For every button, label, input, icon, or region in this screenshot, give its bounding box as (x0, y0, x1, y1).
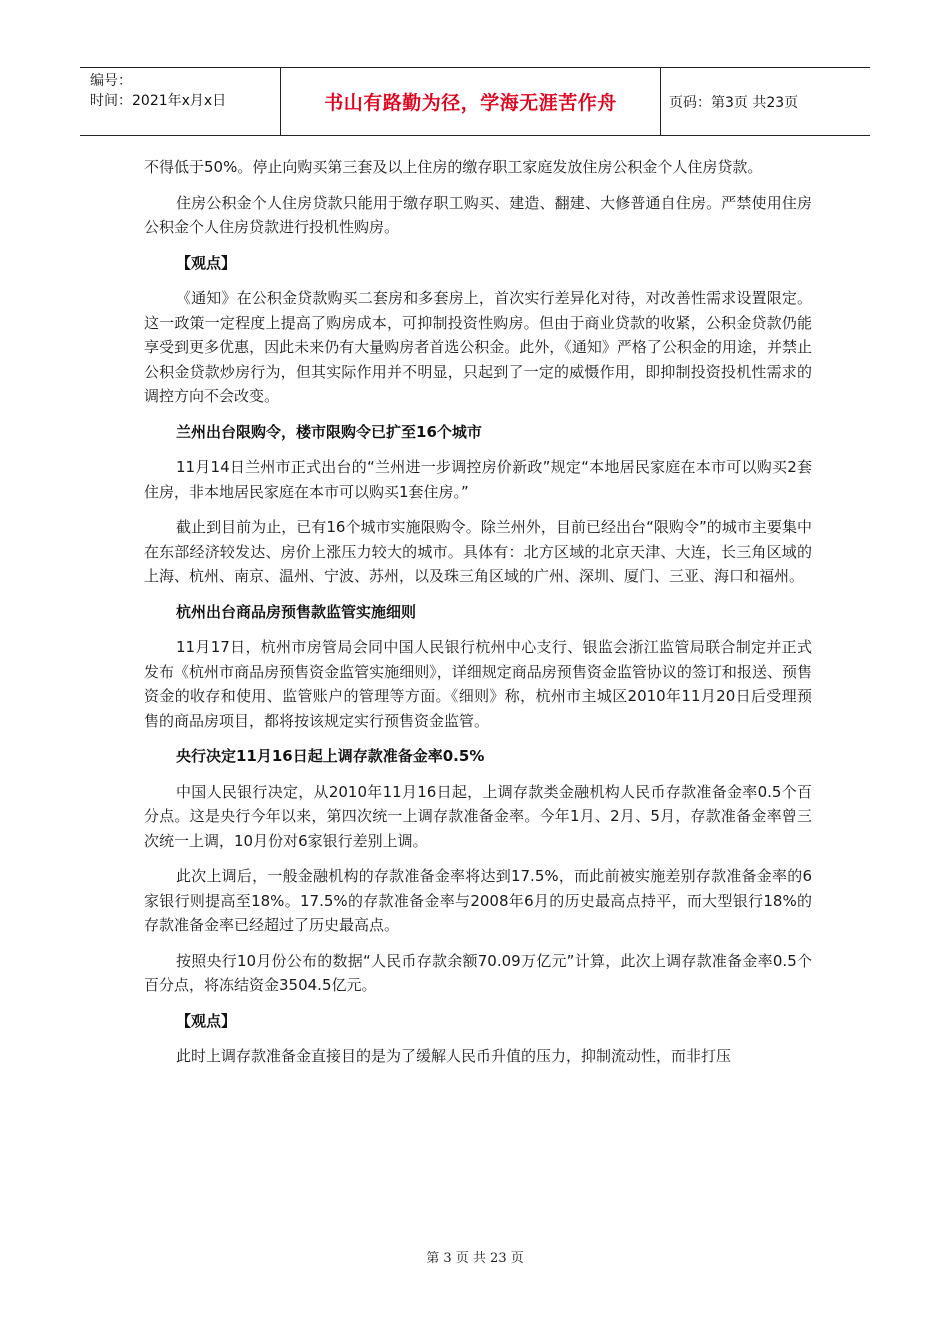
section-heading: 杭州出台商品房预售款监管实施细则 (176, 602, 417, 621)
header-page-cell (661, 68, 870, 135)
section-heading: 【观点】 (176, 1011, 237, 1030)
document-number-label: 编号： (90, 73, 132, 89)
paragraph: 此次上调后，一般金融机构的存款准备金率将达到17.5%，而此前被实施差别存款准备金率的6家银行则提高至18%。17.5%的存款准备金率与2008年6月的历史最高点持平，而大型银行18%的存款准备金率已经超过了历史最高点。 (144, 867, 812, 934)
header-page-indicator: 页码：第3页 共23页 (669, 94, 799, 111)
paragraph: 住房公积金个人住房贷款只能用于缴存职工购买、建造、翻建、大修普通自住房。严禁使用住房公积金个人住房贷款进行投机性购房。 (144, 193, 812, 236)
header-table (80, 67, 870, 136)
document-time-label: 时间：2021年x月x日 (90, 93, 227, 109)
paragraph: 11月17日，杭州市房管局会同中国人民银行杭州中心支行、银监会浙江监管局联合制定并正式发布《杭州市商品房预售资金监管实施细则》，详细规定商品房预售资金监管协议的签订和报送、预售资金的收存和使用、监管账户的管理等方面。《细则》称，杭州市主城区2010年11月20日后受理预售的商品房项目，都将按该规定实行预售资金监管。 (144, 638, 812, 730)
document-body (144, 155, 812, 1080)
section-heading: 央行决定11月16日起上调存款准备金率0.5% (176, 747, 485, 765)
header-meta-cell (80, 68, 281, 135)
header-motto-cell (281, 68, 661, 135)
paragraph: 按照央行10月份公布的数据“人民币存款余额70.09万亿元”计算，此次上调存款准备金率0.5个百分点，将冻结资金3504.5亿元。 (144, 951, 812, 994)
paragraph: 中国人民银行决定，从2010年11月16日起，上调存款类金融机构人民币存款准备金率0.5个百分点。这是央行今年以来，第四次统一上调存款准备金率。今年1月、2月、5月，存款准备金率曾三次统一上调，10月份对6家银行差别上调。 (144, 782, 812, 850)
paragraph-continuation: 不得低于50%。停止向购买第三套及以上住房的缴存职工家庭发放住房公积金个人住房贷款。 (144, 158, 763, 176)
paragraph: 11月14日兰州市正式出台的“兰州进一步调控房价新政”规定“本地居民家庭在本市可以购买2套住房，非本地居民家庭在本市可以购买1套住房。” (144, 458, 812, 501)
section-heading: 【观点】 (176, 253, 237, 272)
header-motto: 书山有路勤为径，学海无涯苦作舟 (324, 92, 617, 114)
page-footer: 第 3 页 共 23 页 (426, 1251, 524, 1266)
paragraph: 截止到目前为止，已有16个城市实施限购令。除兰州外，目前已经出台“限购令”的城市主要集中在东部经济较发达、房价上涨压力较大的城市。具体有：北方区域的北京天津、大连，长三角区域的上海、杭州、南京、温州、宁波、苏州，以及珠三角区域的广州、深圳、厦门、三亚、海口和福州。 (144, 518, 812, 585)
section-heading: 兰州出台限购令，楼市限购令已扩至16个城市 (176, 422, 482, 441)
paragraph: 此时上调存款准备金直接目的是为了缓解人民币升值的压力，抑制流动性，而非打压 (176, 1047, 732, 1065)
paragraph: 《通知》在公积金贷款购买二套房和多套房上，首次实行差异化对待，对改善性需求设置限定。这一政策一定程度上提高了购房成本，可抑制投资性购房。但由于商业贷款的收紧，公积金贷款仍能享受到更多优惠，因此未来仍有大量购房者首选公积金。此外，《通知》严格了公积金的用途，并禁止公积金贷款炒房行为，但其实际作用并不明显，只起到了一定的威慑作用，即抑制投资投机性需求的调控方向不会改变。 (144, 289, 812, 405)
